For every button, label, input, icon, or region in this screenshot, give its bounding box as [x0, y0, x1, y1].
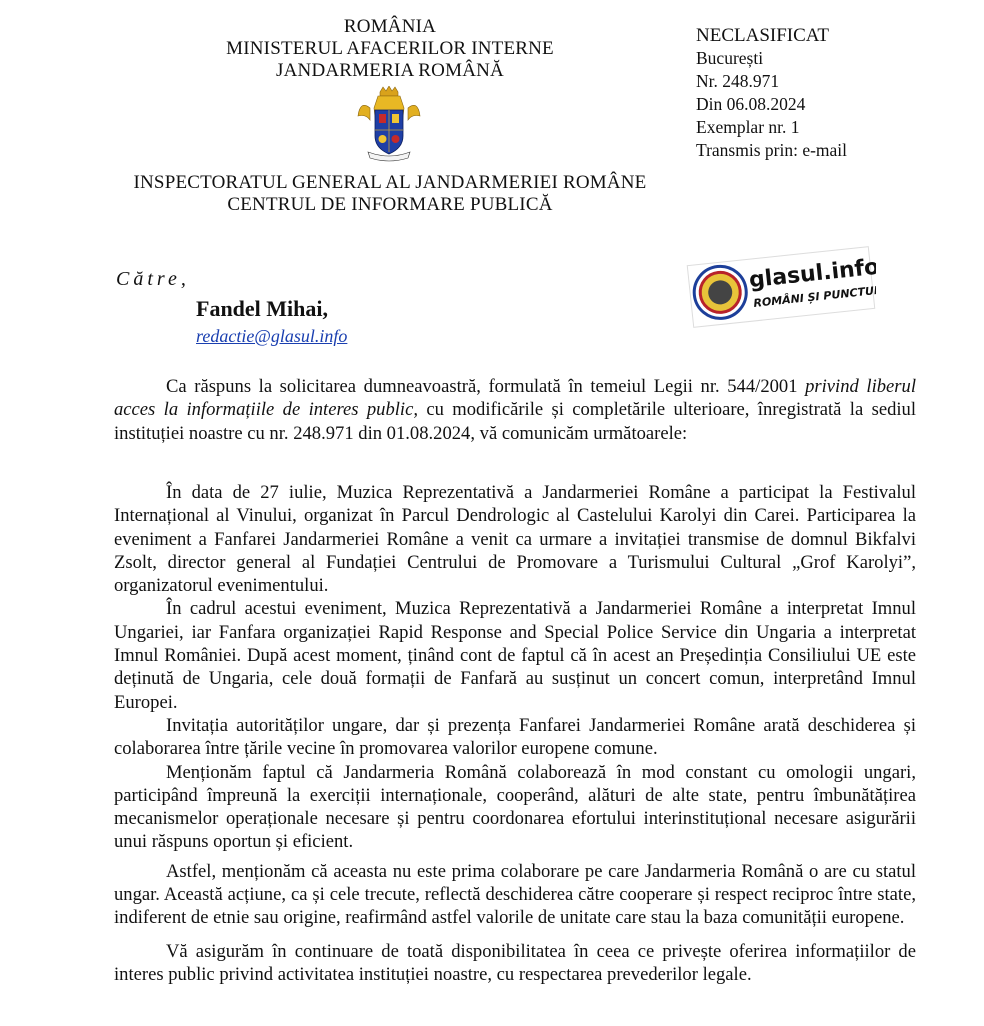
country-line: ROMÂNIA: [343, 16, 437, 37]
intro-text: [114, 375, 916, 445]
to-label: Către,: [116, 268, 190, 290]
logo-graphic: [686, 244, 876, 330]
inspectorate-line: INSPECTORATUL GENERAL AL JANDARMERIEI ROMÂNE: [133, 172, 647, 193]
paragraph-1: În data de 27 iulie, Muzica Reprezentativă a Jandarmeriei Române a participat la Festivalul Internațional al Vinului, organizat în Parcul Dendrologic al Castelului Karolyi din Carei. Participarea la eveniment a Fanfarei Jandarmeriei Române a venit ca urmare a invitației transmise de domnul Bikfalvi Zsolt, director general al Fundației Centrului de Promovare a Turismului Cultural „Grof Karolyi”, organizatorul evenimentului.: [114, 482, 916, 597]
glasul-info-logo: [686, 244, 876, 330]
recipient-name: Fandel Mihai,: [196, 296, 329, 321]
paragraph-4: Menționăm faptul că Jandarmeria Română colaborează în mod constant cu omologii ungari, participând împreună la exerciții internaționale, cooperând, alături de alte state, pentru îmbunătățirea mecanismelor operaționale necesare și pentru coordonarea efortului interinstituțional necesare asigurării unui răspuns oportun și eficient.: [114, 761, 916, 853]
paragraph-2: În cadrul acestui eveniment, Muzica Reprezentativă a Jandarmeriei Române a interpretat Imnul Ungariei, iar Fanfara organizației Rapid Response and Special Police Service din Ungaria a interpretat Imnul României. După acest moment, ținând cont de faptul că în acest an Președinția Consiliului UE este deținută de Ungaria, cele două formații de Fanfară au susținut un concert comun, interpretând Imnul Europei.: [114, 598, 916, 713]
paragraph-3: Invitația autorităților ungare, dar și prezența Fanfarei Jandarmeriei Române arată deschiderea și colaborarea între țările vecine în promovarea valorilor europene comune.: [114, 714, 916, 760]
recipient-email-link[interactable]: redactie@glasul.info: [196, 326, 348, 346]
document-meta: [696, 24, 847, 162]
department-line: CENTRUL DE INFORMARE PUBLICĂ: [227, 194, 553, 215]
meta-date: Din 06.08.2024: [696, 94, 806, 114]
law-title: privind liberul acces la informațiile de interes public,: [114, 376, 916, 421]
intro-text-a: Ca răspuns la solicitarea dumneavoastră, formulată în temeiul Legii nr. 544/2001: [166, 376, 806, 397]
meta-city: București: [696, 48, 764, 68]
classification-label: NECLASIFICAT: [696, 25, 830, 46]
meta-copy: Exemplar nr. 1: [696, 117, 800, 137]
logo-site-text: glasul.info: [747, 254, 876, 294]
intro-paragraph: [114, 375, 916, 445]
department-block: [100, 172, 680, 216]
meta-transmitted: Transmis prin: e-mail: [696, 140, 848, 160]
intro-text-b: cu modificările și completările ulterioare, înregistrată la sediul instituției noastre cu nr. 248.971 din 01.08.2024, vă comunicăm următoarele:: [114, 399, 917, 444]
coat-of-arms-icon: [356, 86, 422, 164]
letter-body: [114, 481, 916, 986]
logo-slogan-text: ROMÂNI ȘI PUNCTUM!: [752, 282, 876, 310]
institution-line: JANDARMERIA ROMÂNĂ: [276, 60, 504, 81]
meta-number: Nr. 248.971: [696, 71, 780, 91]
ministry-line: MINISTERUL AFACERILOR INTERNE: [226, 38, 554, 59]
paragraph-6: Vă asigurăm în continuare de toată disponibilitatea în ceea ce privește oferirea informațiilor de interes public privind activitatea instituției noastre, cu respectarea prevederilor legale.: [114, 940, 916, 985]
paragraph-5: Astfel, menționăm că aceasta nu este prima colaborare pe care Jandarmeria Română o are cu statul ungar. Această acțiune, ca și cele trecute, reflectă deschiderea către cooperare și respect reciproc între state, indiferent de etnie sau origine, reafirmând astfel valorile de unitate care stau la baza comunității europene.: [114, 860, 916, 929]
letterhead: [190, 16, 590, 82]
